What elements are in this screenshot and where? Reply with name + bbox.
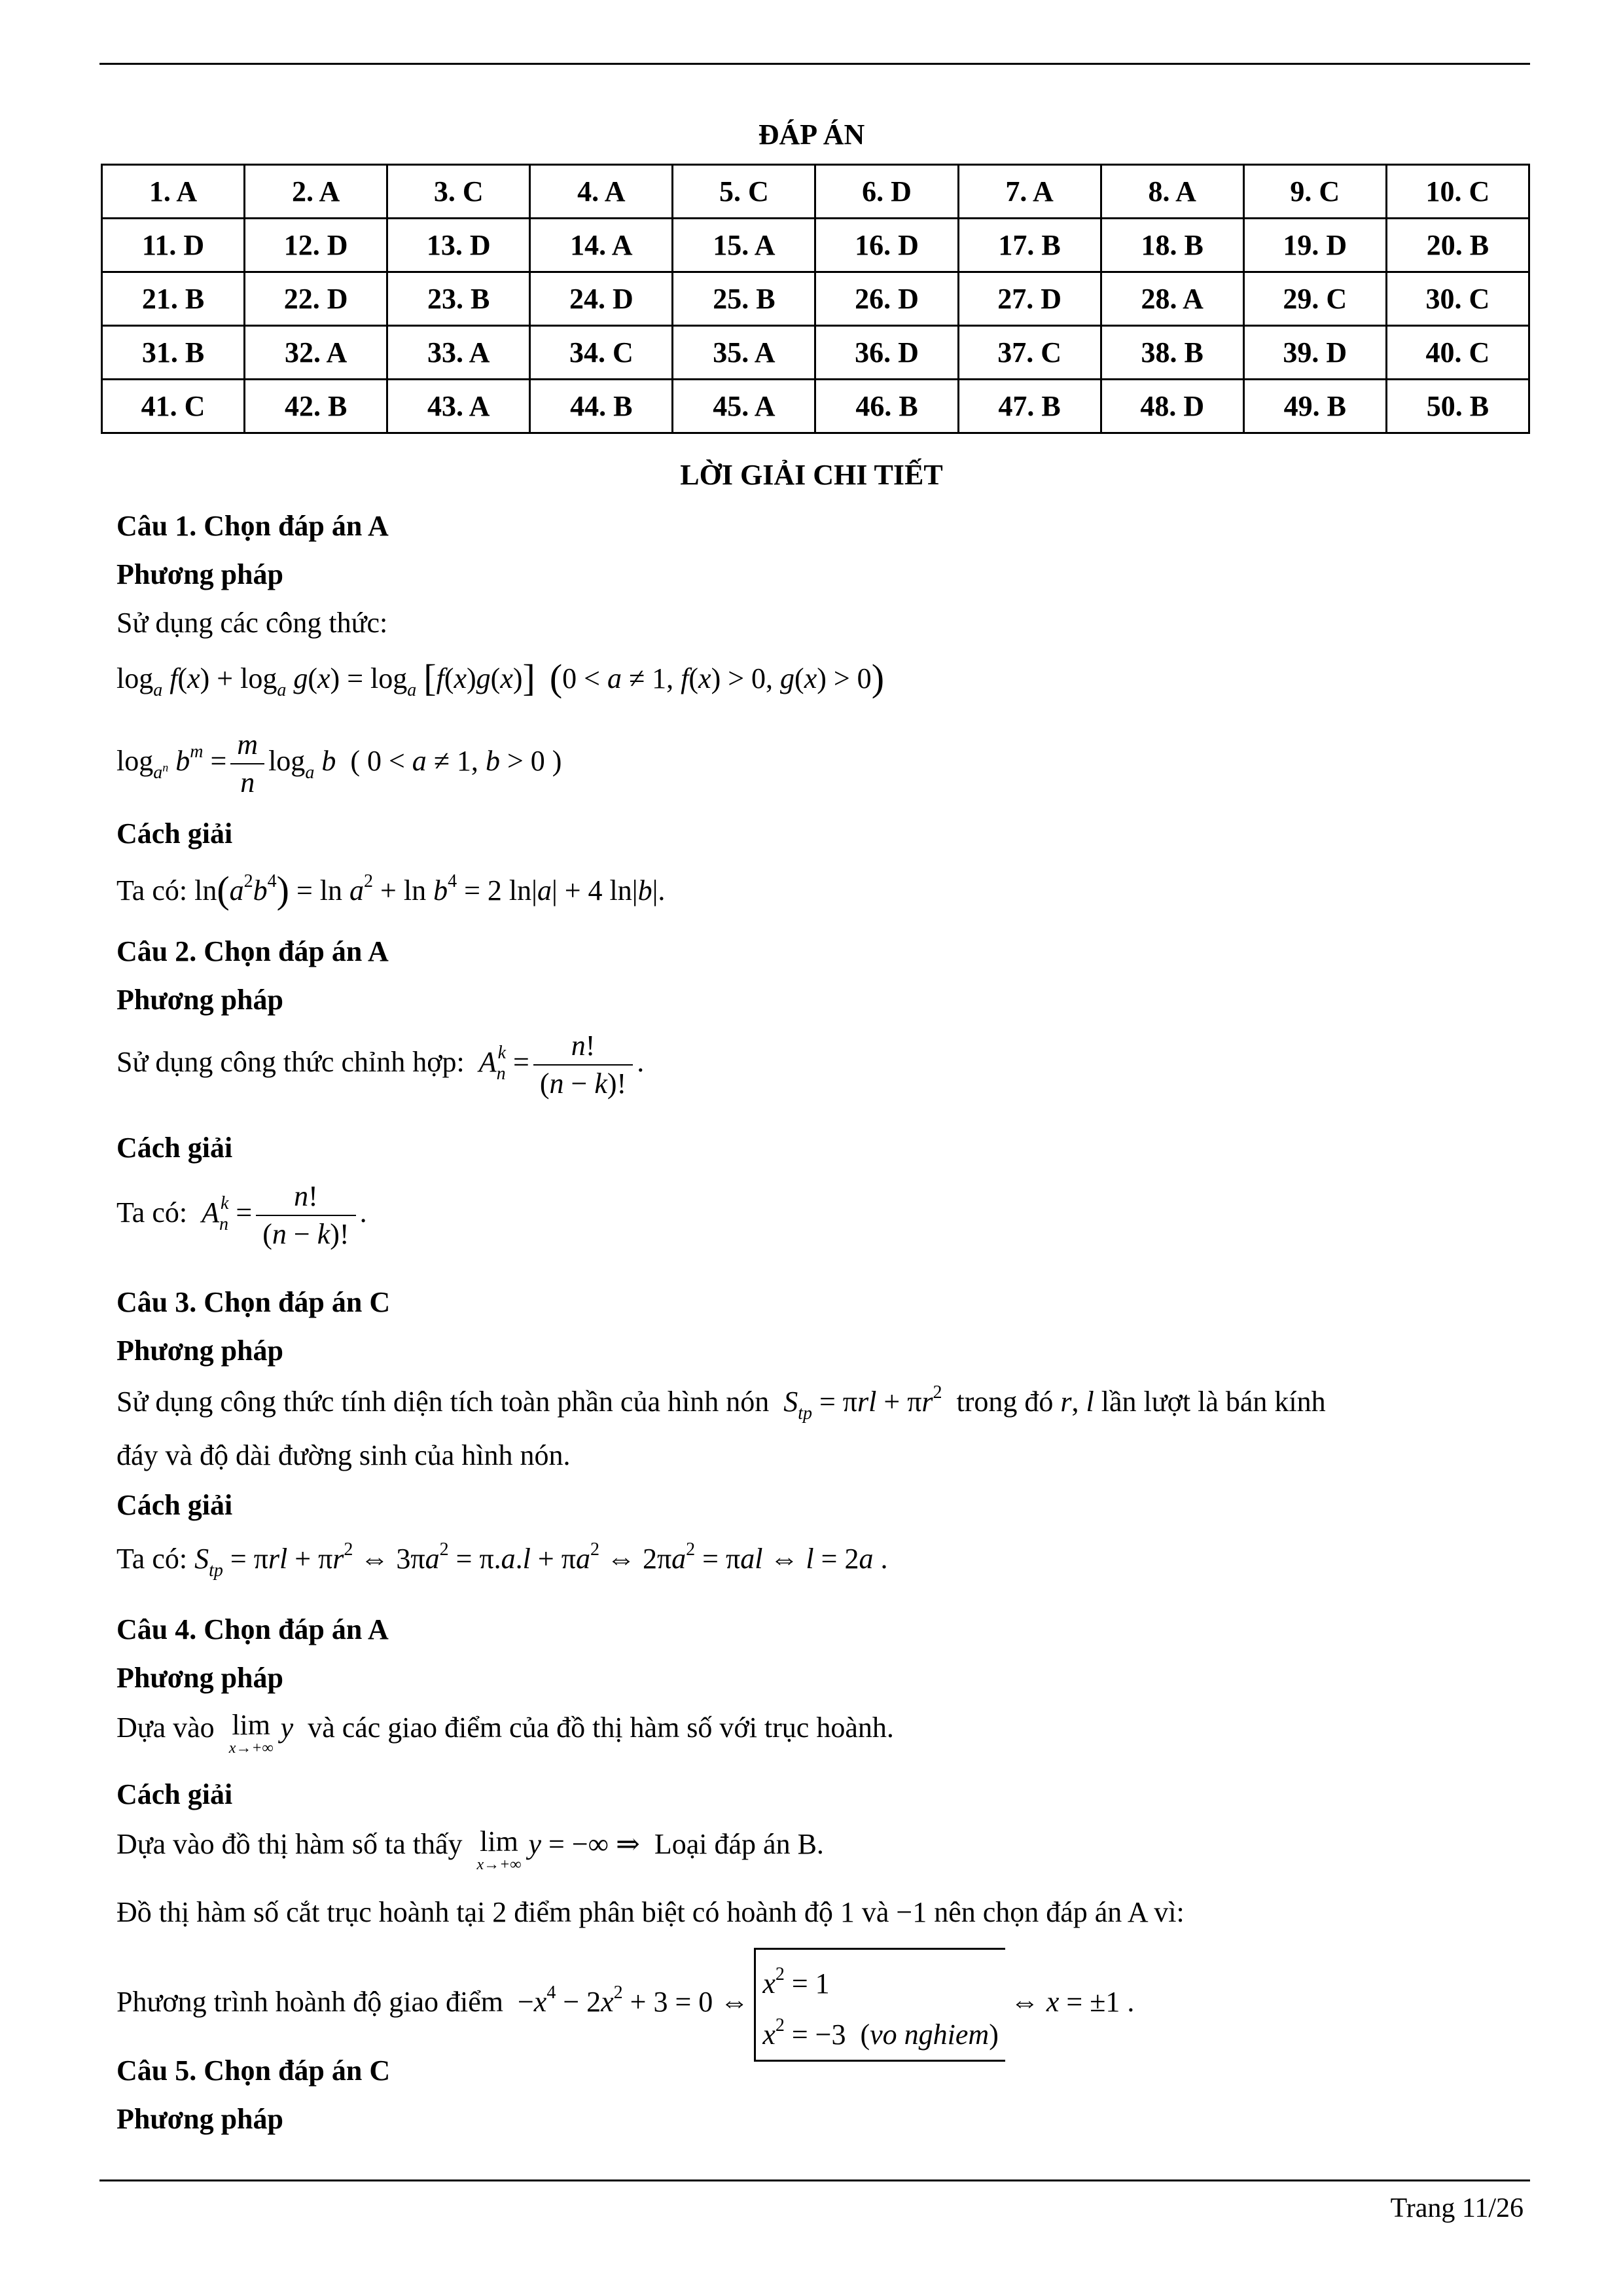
answer-cell: 23. B: [387, 272, 530, 326]
q3-solution: Ta có: $S_{tp} = \pi rl + \pi r^2$ ⇔ $3\pi a^2 = \pi.a.l + \pi a^2$ ⇔ $2\pi a^2 = \pi al$ ⇔ l = 2a .: [116, 1539, 888, 1581]
answer-cell: 15. A: [673, 219, 815, 272]
q3-heading: Câu 3. Chọn đáp án C: [116, 1286, 391, 1318]
answer-cell: 5. C: [673, 165, 815, 219]
q5-method-label: Phương pháp: [116, 2103, 283, 2135]
answer-row: [102, 165, 1529, 219]
answer-cell: 16. D: [815, 219, 958, 272]
answer-cell: 21. B: [102, 272, 245, 326]
answer-row: [102, 326, 1529, 380]
answer-cell: 42. B: [245, 380, 387, 433]
q4-method: Dựa vào lim x→+∞ y và các giao điểm của đồ thị hàm số với trục hoành.: [116, 1709, 894, 1757]
answer-cell: 49. B: [1243, 380, 1386, 433]
answer-cell: 4. A: [530, 165, 673, 219]
answer-cell: 10. C: [1386, 165, 1529, 219]
answer-cell: 14. A: [530, 219, 673, 272]
answer-cell: 33. A: [387, 326, 530, 380]
q3-method-text-3: lần lượt là bán kính: [1101, 1386, 1326, 1418]
q2-method-label: Phương pháp: [116, 984, 283, 1016]
q1-heading: Câu 1. Chọn đáp án A: [116, 510, 389, 542]
answer-row: [102, 219, 1529, 272]
answer-cell: 1. A: [102, 165, 245, 219]
answer-cell: 13. D: [387, 219, 530, 272]
q3-method-line-1: Sử dụng công thức tính diện tích toàn phần của hình nón $S_{tp} = \pi rl + \pi r^2$ trong đó r, l lần lượt là bán kính: [116, 1382, 1326, 1424]
answer-cell: 17. B: [958, 219, 1101, 272]
answer-cell: 32. A: [245, 326, 387, 380]
q4-method-text-2: và các giao điểm của đồ thị hàm số với trục hoành.: [308, 1712, 894, 1744]
q1-method-label: Phương pháp: [116, 558, 283, 590]
q4-sol-text-2: Loại đáp án B.: [654, 1828, 824, 1860]
answer-cell: 41. C: [102, 380, 245, 433]
header-rule: [99, 63, 1530, 65]
page-number: Trang 11/26: [1390, 2193, 1524, 2223]
q3-method-label: Phương pháp: [116, 1335, 283, 1367]
answer-cell: 18. B: [1101, 219, 1243, 272]
q1-formula-1: $\log_a f(x) + \log_a g(x) = \log_a [f(x)g(x)] (0 < a \ne 1$, f(x) > 0, g(x) > 0): [116, 656, 885, 700]
q2-method-text: Sử dụng công thức chỉnh hợp:: [116, 1046, 465, 1079]
q4-solution-line-2: Đồ thị hàm số cắt trục hoành tại 2 điểm phân biệt có hoành độ 1 và −1 nên chọn đáp án A vì:: [116, 1896, 1185, 1928]
answer-cell: 50. B: [1386, 380, 1529, 433]
answer-cell: 19. D: [1243, 219, 1386, 272]
answer-cell: 25. B: [673, 272, 815, 326]
answer-cell: 47. B: [958, 380, 1101, 433]
q2-solution-label: Cách giải: [116, 1132, 233, 1164]
solution-title: LỜI GIẢI CHI TIẾT: [680, 459, 943, 491]
q3-ta-co: Ta có:: [116, 1543, 188, 1575]
answer-row: [102, 380, 1529, 433]
answer-cell: 40. C: [1386, 326, 1529, 380]
q4-sol-text-1: Dựa vào đồ thị hàm số ta thấy: [116, 1828, 463, 1860]
q4-vo-nghiem: vo nghiem: [870, 2018, 990, 2051]
answer-cell: 38. B: [1101, 326, 1243, 380]
answer-cell: 22. D: [245, 272, 387, 326]
answer-cell: 43. A: [387, 380, 530, 433]
answer-cell: 8. A: [1101, 165, 1243, 219]
q2-ta-co: Ta có:: [116, 1196, 188, 1229]
q4-solution-line-1: Dựa vào đồ thị hàm số ta thấy lim x→+∞ y = −∞ ⇒ Loại đáp án B.: [116, 1825, 824, 1873]
q4-heading: Câu 4. Chọn đáp án A: [116, 1613, 389, 1645]
q5-heading: Câu 5. Chọn đáp án C: [116, 2054, 391, 2087]
q1-formula-2: $\log_{a^n} b^m$ = $\frac{m}{n}$ $\log_a b$ ( 0 < a ≠ 1, b > 0 ): [116, 726, 562, 801]
answer-cell: 2. A: [245, 165, 387, 219]
answer-cell: 35. A: [673, 326, 815, 380]
q4-method-text-1: Dựa vào: [116, 1712, 215, 1744]
q3-solution-label: Cách giải: [116, 1489, 233, 1521]
q2-method: Sử dụng công thức chỉnh hợp: $A_n^k$ = $\frac{n!}{(n - k)!}$ .: [116, 1028, 644, 1102]
q4-solution-line-3: Phương trình hoành độ giao điểm $-x^4 - 2x^2 + 3 = 0$ $\Leftrightarrow x^2 = 1$ $x^2 = -3$ (vo nghiem)⇔ x = ±1 .: [116, 1948, 1134, 2062]
q3-method-text-1: Sử dụng công thức tính diện tích toàn phần của hình nón: [116, 1386, 770, 1418]
answer-cell: 26. D: [815, 272, 958, 326]
answer-cell: 6. D: [815, 165, 958, 219]
answer-cell: 36. D: [815, 326, 958, 380]
q1-intro: Sử dụng các công thức:: [116, 607, 388, 639]
q2-heading: Câu 2. Chọn đáp án A: [116, 935, 389, 967]
answer-cell: 9. C: [1243, 165, 1386, 219]
answer-cell: 27. D: [958, 272, 1101, 326]
answer-cell: 30. C: [1386, 272, 1529, 326]
answer-cell: 11. D: [102, 219, 245, 272]
answer-cell: 24. D: [530, 272, 673, 326]
q4-solution-label: Cách giải: [116, 1778, 233, 1810]
q2-solution: Ta có: $A_n^k$ = $\frac{n!}{(n - k)!}$ .: [116, 1178, 367, 1253]
q1-solution: Ta có: $\ln(a^2b^4) = \ln a^2 + \ln b^4 = 2$ ln|a| + 4 ln|b|.: [116, 869, 666, 911]
answer-cell: 28. A: [1101, 272, 1243, 326]
answer-row: [102, 272, 1529, 326]
answer-cell: 37. C: [958, 326, 1101, 380]
answer-table: [101, 164, 1530, 434]
q4-method-label: Phương pháp: [116, 1662, 283, 1694]
footer-rule: [99, 2179, 1530, 2181]
answer-cell: 31. B: [102, 326, 245, 380]
answer-key-title: ĐÁP ÁN: [758, 118, 865, 151]
answer-cell: 44. B: [530, 380, 673, 433]
answer-cell: 48. D: [1101, 380, 1243, 433]
answer-cell: 46. B: [815, 380, 958, 433]
q1-ta-co: Ta có:: [116, 874, 188, 906]
q4-sol-text-4: Phương trình hoành độ giao điểm: [116, 1986, 503, 2018]
answer-cell: 39. D: [1243, 326, 1386, 380]
q1-solution-label: Cách giải: [116, 817, 233, 850]
answer-cell: 29. C: [1243, 272, 1386, 326]
q3-method-line-2: đáy và độ dài đường sinh của hình nón.: [116, 1439, 571, 1471]
q3-method-text-2: trong đó: [956, 1386, 1054, 1418]
answer-cell: 7. A: [958, 165, 1101, 219]
answer-cell: 45. A: [673, 380, 815, 433]
answer-cell: 20. B: [1386, 219, 1529, 272]
answer-cell: 3. C: [387, 165, 530, 219]
answer-cell: 12. D: [245, 219, 387, 272]
answer-cell: 34. C: [530, 326, 673, 380]
